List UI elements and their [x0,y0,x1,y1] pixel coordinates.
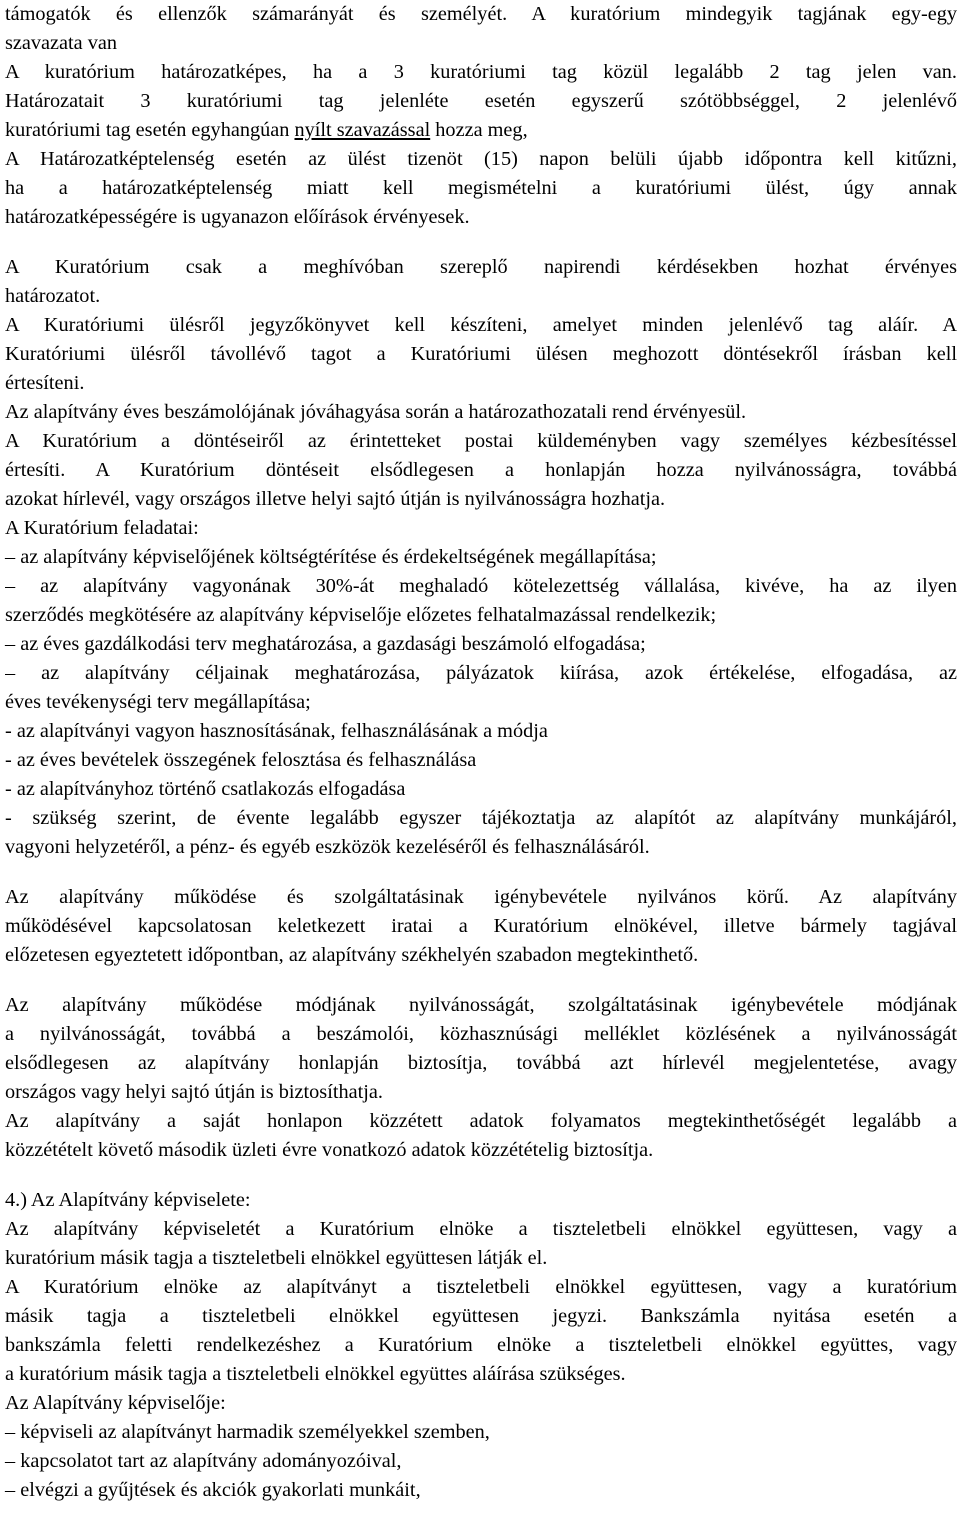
text-line: A Kuratóriumi ülésről jegyzőkönyvet kell készíteni, amelyet minden jelenlévő tag aláír. A [5,314,957,336]
text-line: országos vagy helyi sajtó útján is biztosíthatja. [5,1081,383,1103]
text-line: a kuratórium másik tagja a tiszteletbeli elnökkel együttes aláírása szükséges. [5,1363,626,1385]
text-line: a nyilvánosságát, továbbá a beszámolói, közhasznúsági melléklet közlésének a nyilvánosságát [5,1023,957,1045]
list-item: - szükség szerint, de évente legalább egyszer tájékoztatja az alapítót az alapítvány munkájáról, [5,807,957,829]
text-line: előzetesen egyeztetett időpontban, az alapítvány székhelyén szabadon megtekinthető. [5,944,699,966]
text-line: határozatképességére is ugyanazon előírások érvényesek. [5,206,470,228]
text-line: határozatot. [5,285,101,307]
document-page [5,0,957,1505]
text-line: Kuratóriumi ülésről távollévő tagot a Kuratóriumi ülésen meghozott döntésekről írásban kell [5,343,957,365]
text-line: Az alapítvány éves beszámolójának jóváhagyása során a határozathozatali rend érvényesül. [5,401,747,423]
text-line: A Határozatképtelenség esetén az ülést tizenöt (15) napon belüli újabb időpontra kell kitűzni, [5,148,957,170]
list-item: – az éves gazdálkodási terv meghatározása, a gazdasági beszámoló elfogadása; [5,633,646,655]
list-item: - az éves bevételek összegének felosztása és felhasználása [5,749,477,771]
list-item: – képviseli az alapítványt harmadik személyekkel szemben, [5,1421,490,1443]
text-line: értesíti. A Kuratórium döntéseit elsődlegesen a honlapján hozza nyilvánosságra, továbbá [5,459,957,481]
list-item: – az alapítvány céljainak meghatározása, pályázatok kiírása, azok értékelése, elfogadása, az [5,662,957,684]
text-line: szavazata van [5,32,118,54]
text-line: A Kuratórium a döntéseiről az érintetteket postai küldeményben vagy személyes kézbesítéssel [5,430,957,452]
underlined-text: nyílt szavazással [294,119,431,141]
list-item: – az alapítvány képviselőjének költségtérítése és érdekeltségének megállapítása; [5,546,657,568]
text-line: éves tevékenységi terv megállapítása; [5,691,311,713]
section-heading: Az Alapítvány képviselője: [5,1392,226,1414]
list-item: – az alapítvány vagyonának 30%-át meghaladó kötelezettség vállalása, kivéve, ha az ilyen [5,575,957,597]
text-line: elsődlegesen az alapítvány honlapján biztosítja, továbbá azt hírlevél megjelentetése, avagy [5,1052,957,1074]
text-line: közzétételt követő második üzleti évre vonatkozó adatok közzétételig biztosítja. [5,1139,654,1161]
text-line: A kuratórium határozatképes, ha a 3 kuratóriumi tag közül legalább 2 tag jelen van. [5,61,957,83]
text-line: Az alapítvány működése és szolgáltatásinak igénybevétele nyilvános körű. Az alapítvány [5,886,957,908]
section-heading: 4.) Az Alapítvány képviselete: [5,1189,251,1211]
text-segment: kuratóriumi tag esetén egyhangúan [5,119,295,141]
paragraph-gap [5,1165,957,1186]
text-line: azokat hírlevél, vagy országos illetve helyi sajtó útján is nyilvánosságra hozhatja. [5,488,666,510]
section-heading: A Kuratórium feladatai: [5,517,199,539]
paragraph-gap [5,862,957,883]
paragraph-gap [5,970,957,991]
text-line: vagyoni helyzetéről, a pénz- és egyéb eszközök kezeléséről és felhasználásáról. [5,836,650,858]
list-item: – kapcsolatot tart az alapítvány adományozóival, [5,1450,402,1472]
text-line: ha a határozatképtelenség miatt kell megismételni a kuratóriumi ülést, úgy annak [5,177,957,199]
list-item: - az alapítványhoz történő csatlakozás elfogadása [5,778,406,800]
text-segment: hozza meg, [430,119,528,141]
text-line: A Kuratórium csak a meghívóban szereplő napirendi kérdésekben hozhat érvényes [5,256,957,278]
text-line: másik tagja a tiszteletbeli elnökkel együttesen jegyzi. Bankszámla nyitása esetén a [5,1305,957,1327]
paragraph-gap [5,232,957,253]
text-line: Az alapítvány képviseletét a Kuratórium elnöke a tiszteletbeli elnökkel együttesen, vagy a [5,1218,957,1240]
text-line: kuratórium másik tagja a tiszteletbeli elnökkel együttesen látják el. [5,1247,548,1269]
text-line: Határozatait 3 kuratóriumi tag jelenléte esetén egyszerű szótöbbséggel, 2 jelenlévő [5,90,957,112]
text-line: bankszámla feletti rendelkezéshez a Kuratórium elnöke a tiszteletbeli elnökkel együttes, vagy [5,1334,957,1356]
text-line: szerződés megkötésére az alapítvány képviselője előzetes felhatalmazással rendelkezik; [5,604,717,626]
list-item: - az alapítványi vagyon hasznosításának, felhasználásának a módja [5,720,548,742]
text-line: Az alapítvány működése módjának nyilvánosságát, szolgáltatásinak igénybevétele módjának [5,994,957,1016]
text-line: A Kuratórium elnöke az alapítványt a tiszteletbeli elnökkel együttesen, vagy a kuratórium [5,1276,957,1298]
text-line: értesíteni. [5,372,85,394]
text-line [5,116,957,145]
list-item: – elvégzi a gyűjtések és akciók gyakorlati munkáit, [5,1479,421,1501]
text-line: Az alapítvány a saját honlapon közzétett adatok folyamatos megtekinthetőségét legalább a [5,1110,957,1132]
text-line: működésével kapcsolatosan keletkezett iratai a Kuratórium elnökével, illetve bármely tagjával [5,915,957,937]
text-line: támogatók és ellenzők számarányát és személyét. A kuratórium mindegyik tagjának egy-egy [5,3,957,25]
